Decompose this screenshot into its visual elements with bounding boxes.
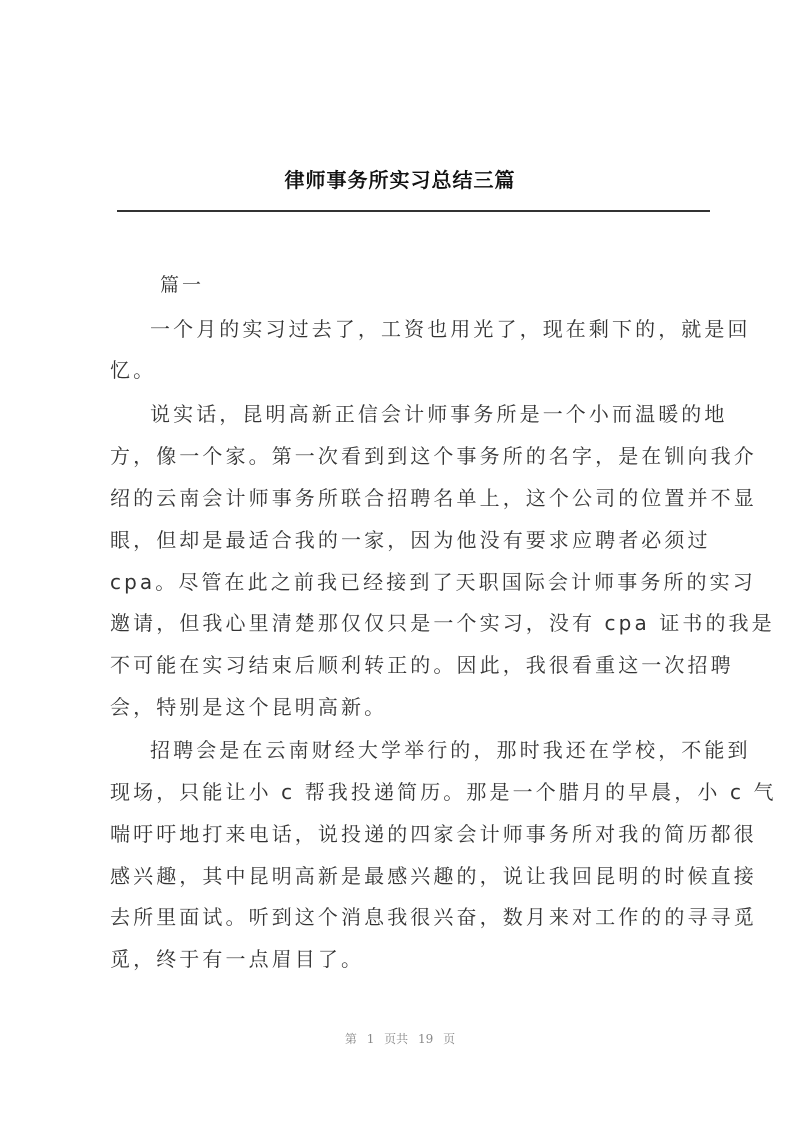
text-line: 说实话，昆明高新正信会计师事务所是一个小而温暖的地	[150, 402, 728, 426]
text-line: 感兴趣，其中昆明高新是最感兴趣的，说让我回昆明的时候直接	[110, 864, 757, 888]
text-line: 现场，只能让小 c 帮我投递简历。那是一个腊月的早晨，小 c 气	[110, 780, 777, 804]
text-line: 不可能在实习结束后顺利转正的。因此，我很看重这一次招聘	[110, 653, 734, 677]
text-line: 眼，但却是最适合我的一家，因为他没有要求应聘者必须过	[110, 528, 711, 552]
text-line: cpa。尽管在此之前我已经接到了天职国际会计师事务所的实习	[110, 570, 756, 594]
text-line: 绍的云南会计师事务所联合招聘名单上，这个公司的位置并不显	[110, 486, 757, 510]
text-line: 招聘会是在云南财经大学举行的，那时我还在学校，不能到	[150, 738, 751, 762]
title-divider	[117, 210, 710, 212]
text-line: 一个月的实习过去了，工资也用光了，现在剩下的，就是回	[150, 317, 751, 341]
text-line: 觅，终于有一点眉目了。	[110, 947, 365, 971]
text-line: 方，像一个家。第一次看到到这个事务所的名字，是在钏向我介	[110, 444, 757, 468]
text-line: 去所里面试。听到这个消息我很兴奋，数月来对工作的的寻寻觅	[110, 905, 757, 929]
section-heading: 篇一	[160, 274, 205, 296]
text-line: 忆。	[110, 358, 157, 382]
text-line: 喘吁吁地打来电话，说投递的四家会计师事务所对我的简历都很	[110, 822, 757, 846]
page-footer: 第 1 页共 19 页	[344, 1032, 456, 1046]
text-line: 邀请，但我心里清楚那仅仅只是一个实习，没有 cpa 证书的我是	[110, 611, 775, 635]
text-line: 会，特别是这个昆明高新。	[110, 695, 388, 719]
document-title: 律师事务所实习总结三篇	[284, 168, 516, 192]
